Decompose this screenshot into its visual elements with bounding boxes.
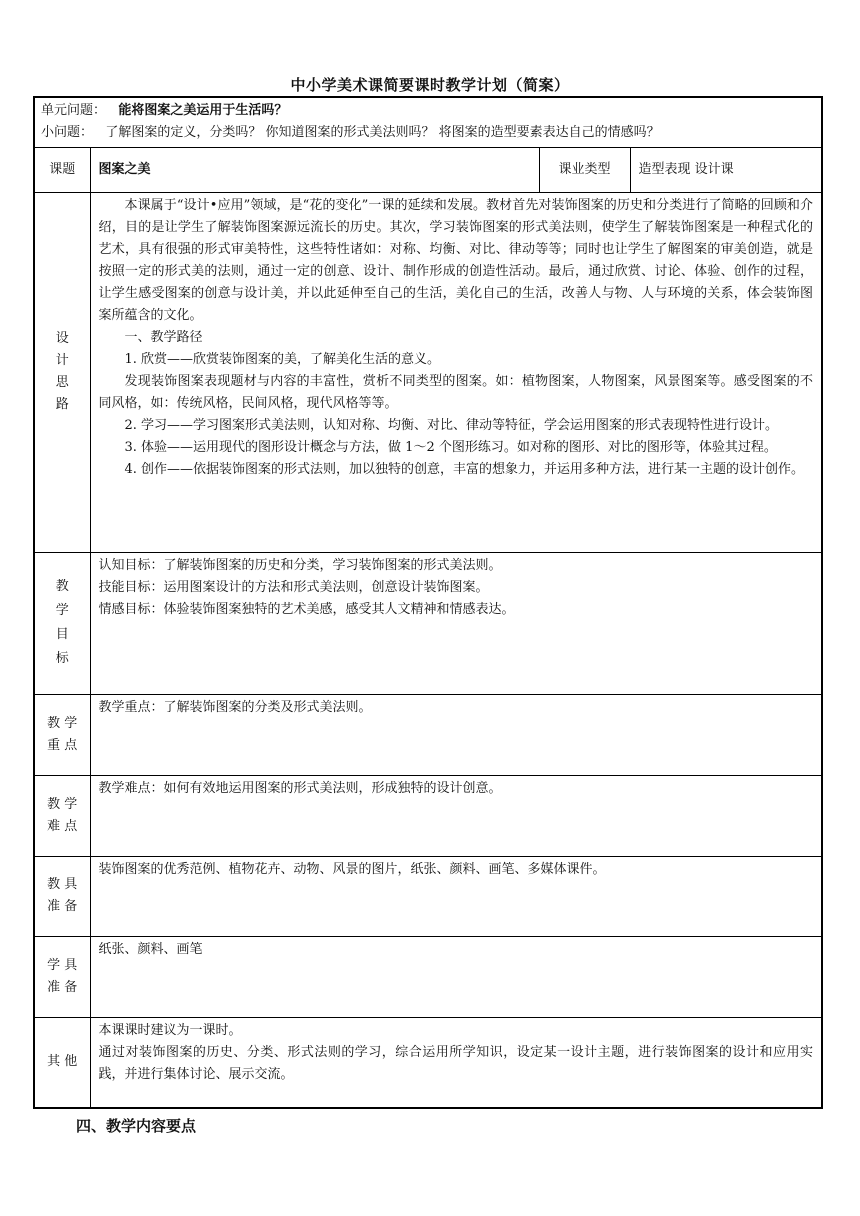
design-paragraph: 1. 欣赏——欣赏装饰图案的美，了解美化生活的意义。 — [124, 351, 441, 367]
lesson-plan-table — [33, 96, 823, 1109]
goals-label-text: 教 学 目 标 — [55, 579, 69, 666]
unit-question-line — [41, 100, 815, 122]
lesson-type-value: 造型表现 设计课 — [630, 147, 822, 192]
design-paragraph: 3. 体验——运用现代的图形设计概念与方法，做 1～2 个图形练习。如对称的图形、对比的图形等，体验其过程。 — [124, 439, 777, 455]
student-tools-text: 纸张、颜料、画笔 — [90, 936, 822, 1017]
goal-line: 技能目标：运用图案设计的方法和形式美法则，创意设计装饰图案。 — [98, 579, 489, 595]
design-paragraph: 本课属于“设计•应用”领域，是“花的变化”一课的延续和发展。教材首先对装饰图案的历史和分类进行了简略的回顾和介绍，目的是让学生了解装饰图案源远流长的历史。其次，学习装饰图案的形式美法则，使学生了解装饰图案是一种程式化的艺术，具有很强的形式审美特性，这些特性诸如：对称、均衡、对比、律动等等；同时也让学生了解图案的审美创造，就是按照一定的形式美的法则，通过一定的创意、设计、制作形成的创造性活动。最后，通过欣赏、讨论、体验、创作的过程，让学生感受图案的创意与设计美，并以此延伸至自己的生活，美化自己的生活，改善人与物、人与环境的关系，体会装饰图案所蕴含的文化。 — [98, 197, 813, 323]
difficult-points-row — [34, 775, 822, 856]
questions-cell — [34, 97, 822, 147]
student-tools-row — [34, 936, 822, 1017]
section-four-heading: 四、教学内容要点 — [76, 1117, 197, 1135]
questions-row — [34, 97, 822, 147]
key-points-row — [34, 694, 822, 775]
difficult-points-text: 教学难点：如何有效地运用图案的形式美法则，形成独特的设计创意。 — [90, 775, 822, 856]
unit-question-label: 单元问题： — [41, 103, 107, 118]
document-title: 中小学美术课简要课时教学计划（简案） — [290, 76, 570, 94]
topic-row — [34, 147, 822, 192]
teacher-tools-label: 教 具 准 备 — [34, 856, 90, 936]
teacher-tools-row — [34, 856, 822, 936]
other-line: 通过对装饰图案的历史、分类、形式法则的学习，综合运用所学知识，设定某一设计主题，进行装饰图案的设计和应用实践，并进行集体讨论、展示交流。 — [98, 1044, 813, 1082]
goal-line: 情感目标：体验装饰图案独特的艺术美感，感受其人文精神和情感表达。 — [98, 601, 515, 617]
student-tools-label: 学 具 准 备 — [34, 936, 90, 1017]
sub-question-line — [41, 122, 815, 144]
lesson-type-label: 课业类型 — [539, 147, 630, 192]
design-paragraph: 一、教学路径 — [124, 329, 203, 345]
design-paragraph: 2. 学习——学习图案形式美法则，认知对称、均衡、对比、律动等特征，学会运用图案的形式表现特性进行设计。 — [124, 417, 779, 433]
teacher-tools-text: 装饰图案的优秀范例、植物花卉、动物、风景的图片，纸张、颜料、画笔、多媒体课件。 — [90, 856, 822, 936]
other-row — [34, 1017, 822, 1108]
key-points-text: 教学重点：了解装饰图案的分类及形式美法则。 — [90, 694, 822, 775]
unit-question-text: 能将图案之美运用于生活吗？ — [118, 103, 288, 118]
sub-question-label: 小问题： — [41, 125, 94, 140]
sub-question-text: 了解图案的定义，分类吗？ 你知道图案的形式美法则吗？ 将图案的造型要素表达自己的情感吗？ — [105, 125, 660, 140]
difficult-points-label: 教 学 难 点 — [34, 775, 90, 856]
key-points-label: 教 学 重 点 — [34, 694, 90, 775]
goal-line: 认知目标：了解装饰图案的历史和分类，学习装饰图案的形式美法则。 — [98, 557, 502, 573]
goals-label — [34, 552, 90, 694]
goals-row — [34, 552, 822, 694]
topic-label: 课题 — [34, 147, 90, 192]
design-label-text: 设 计 思 路 — [55, 331, 69, 412]
design-paragraph: 4. 创作——依据装饰图案的形式法则，加以独特的创意，丰富的想象力，并运用多种方法，进行某一主题的设计创作。 — [124, 461, 805, 477]
design-label — [34, 192, 90, 552]
design-paragraph: 发现装饰图案表现题材与内容的丰富性，赏析不同类型的图案。如：植物图案，人物图案，风景图案等。感受图案的不同风格，如：传统风格，民间风格，现代风格等等。 — [98, 373, 813, 411]
design-row — [34, 192, 822, 552]
other-content — [90, 1017, 822, 1108]
other-label: 其 他 — [34, 1017, 90, 1108]
design-content — [90, 192, 822, 552]
goals-content — [90, 552, 822, 694]
other-line: 本课课时建议为一课时。 — [98, 1022, 242, 1038]
topic-value: 图案之美 — [90, 147, 539, 192]
